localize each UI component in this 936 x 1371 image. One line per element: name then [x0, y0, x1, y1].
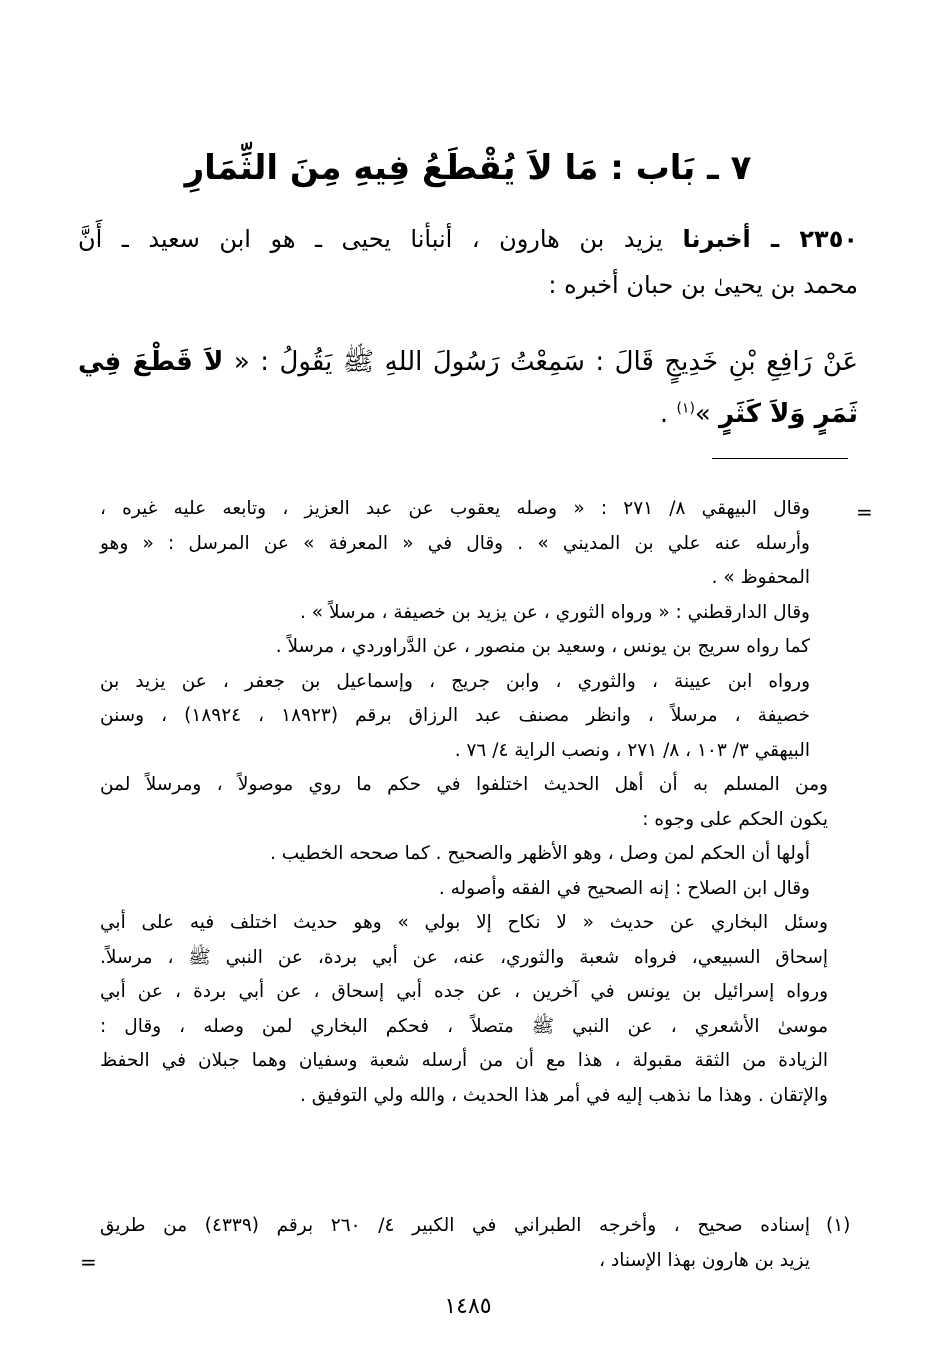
matn-text-1: عَنْ رَافِعِ بْنِ خَدِيجٍ قَالَ : سَمِعْتُ رَسُولَ اللهِ ﷺ يَقُولُ : «: [223, 347, 858, 377]
continuation-mark-top: =: [856, 500, 873, 524]
matn-end: .: [659, 399, 677, 429]
matn-bold-2: ثَمَرٍ وَلاَ كَثَرٍ: [719, 399, 858, 429]
footnote-ref: (١): [676, 400, 695, 417]
footnote-line: إسحاق السبيعي، فرواه شعبة والثوري، عنه، عن أبي بردة، عن النبي ﷺ ، مرسلاً.: [100, 946, 828, 968]
chapter-title: ٧ ـ بَاب : مَا لاَ يُقْطَعُ فِيهِ مِنَ الثِّمَارِ: [184, 148, 752, 188]
matn-line-2: [78, 388, 858, 440]
footnote-line: وقال ابن الصلاح : إنه الصحيح في الفقه وأصوله .: [438, 877, 810, 899]
footnote-line: وسئل البخاري عن حديث « لا نكاح إلا بولي » وهو حديث اختلف فيه على أبي: [100, 912, 828, 933]
hadith-number: ٢٣٥٠ ـ أخبرنا: [682, 225, 858, 253]
isnad-line-1: [78, 216, 858, 262]
footnote-line: كما رواه سريج بن يونس ، وسعيد بن منصور ، عن الدَّراوردي ، مرسلاً .: [275, 636, 810, 657]
isnad-text-1: يزيد بن هارون ، أنبأنا يحيى ـ هو ابن سعيد ـ أَنَّ: [78, 225, 663, 253]
footnote-line: البيهقي ٣/ ١٠٣ ، ٨/ ٢٧١ ، ونصب الراية ٤/ ٧٦ .: [454, 739, 810, 761]
footnote-continuation: [100, 492, 828, 1113]
page-number: ١٤٨٥: [444, 1294, 492, 1319]
footnote-1: [100, 1209, 810, 1278]
footnote-line: خصيفة ، مرسلاً ، وانظر مصنف عبد الرزاق برقم (١٨٩٢٣ ، ١٨٩٢٤) ، وسنن: [100, 705, 810, 726]
footnote-line: ورواه ابن عيينة ، والثوري ، وابن جريج ، وإسماعيل بن جعفر ، عن يزيد بن: [100, 670, 810, 692]
isnad-line-2: محمد بن يحيىٰ بن حبان أخبره :: [548, 271, 858, 299]
matn-line-1: [78, 336, 858, 388]
footnote-line: ورواه إسرائيل بن يونس في آخرين ، عن جده أبي إسحاق ، عن أبي بردة ، عن أبي: [100, 981, 828, 1002]
footnote-line: وقال البيهقي ٨/ ٢٧١ : « وصله يعقوب عن عبد العزيز ، وتابعه عليه غيره ،: [100, 498, 810, 519]
hadith-isnad: [78, 216, 858, 308]
footnote-1-number: (١): [826, 1215, 851, 1236]
matn-bold-1: لاَ قَطْعَ فِي: [78, 347, 224, 377]
footnote-line: الزيادة من الثقة مقبولة ، هذا مع أن من أرسله شعبة وسفيان وهما جبلان في الحفظ: [100, 1050, 828, 1071]
footnote-line: المحفوظ » .: [711, 567, 810, 588]
footnote-line: ومن المسلم به أن أهل الحديث اختلفوا في حكم ما روي موصولاً ، ومرسلاً لمن: [100, 774, 828, 795]
hadith-matn: [78, 336, 858, 440]
footnote-line: وأرسله عنه علي بن المديني » . وقال في « المعرفة » عن المرسل : « وهو: [100, 532, 810, 554]
footnote-1-line: يزيد بن هارون بهذا الإسناد ،: [599, 1249, 810, 1271]
footnote-line: يكون الحكم على وجوه :: [642, 808, 828, 830]
continuation-mark-bottom: =: [80, 1250, 97, 1274]
footnote-line: موسىٰ الأشعري ، عن النبي ﷺ متصلاً ، فحكم البخاري لمن وصله ، وقال :: [100, 1015, 828, 1037]
matn-close-quote: »: [694, 399, 720, 429]
footnote-separator: [712, 458, 848, 459]
footnote-line: وقال الدارقطني : « ورواه الثوري ، عن يزيد بن خصيفة ، مرسلاً » .: [300, 601, 810, 623]
footnote-line: والإتقان . وهذا ما نذهب إليه في أمر هذا الحديث ، والله ولي التوفيق .: [300, 1084, 828, 1106]
footnote-line: أولها أن الحكم لمن وصل ، وهو الأظهر والصحيح . كما صححه الخطيب .: [269, 843, 810, 864]
footnote-1-line: إسناده صحيح ، وأخرجه الطبراني في الكبير ٤/ ٢٦٠ برقم (٤٣٣٩) من طريق: [100, 1215, 810, 1236]
